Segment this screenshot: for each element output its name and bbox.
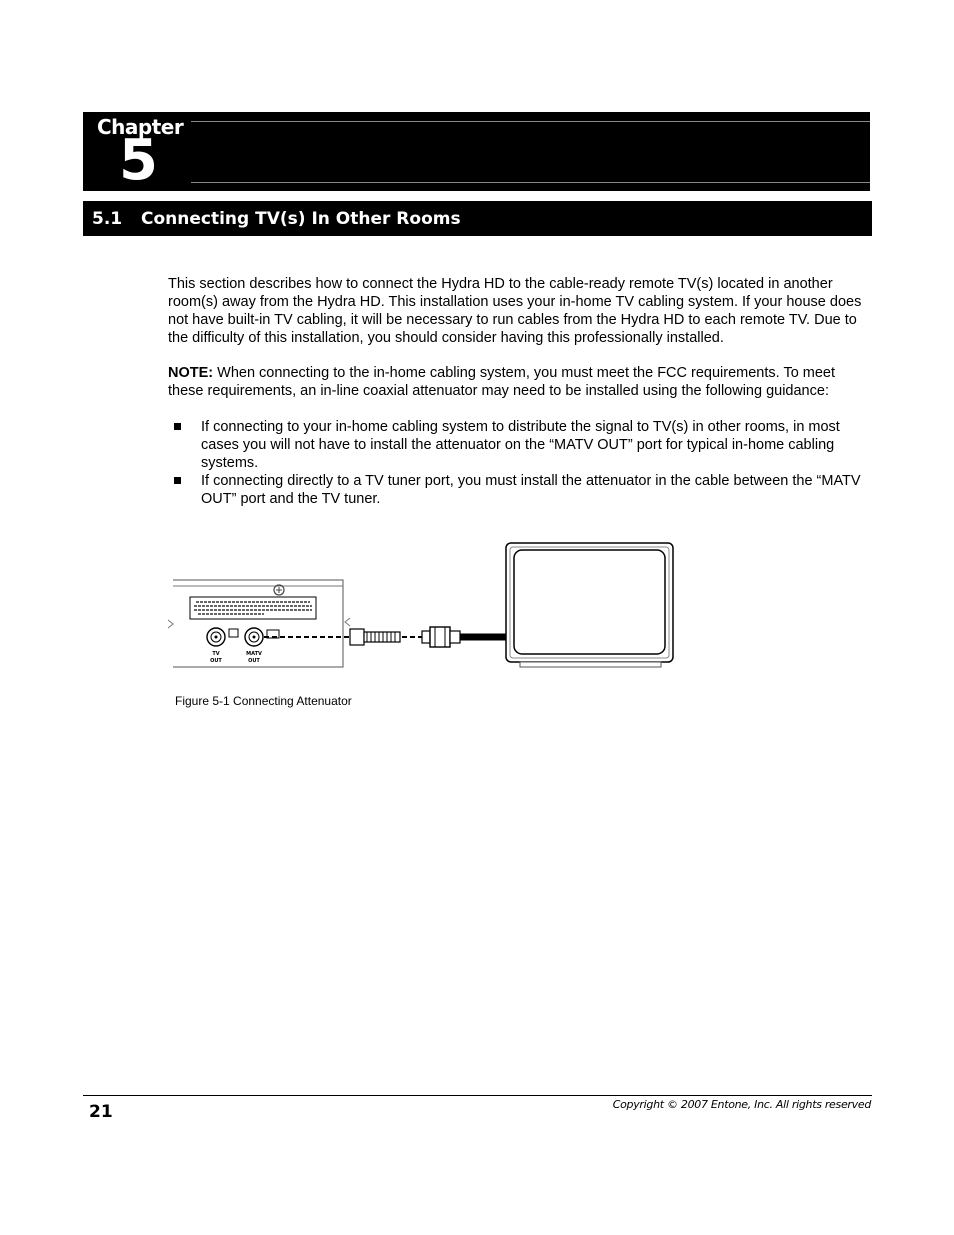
intro-paragraph: This section describes how to connect the Hydra HD to the cable-ready remote TV(s) located in another room(s) away from the Hydra HD. This installation uses your in-home TV cabling system. If your house does not have built-in TV cabling, it will be necessary to run cables from the Hydra HD to each remote TV. Due to the difficulty of this installation, you should consider having this professionally installed.: [168, 276, 862, 346]
note-text: When connecting to the in-home cabling system, you must meet the FCC requirements. To meet these requirements, an in-line coaxial attenuator may need to be installed using the following guidance:: [168, 365, 836, 399]
section-heading: [83, 201, 872, 236]
matv-out-label-b: OUT: [248, 658, 260, 664]
list-item: [168, 472, 862, 508]
tv-icon: [506, 543, 673, 667]
chapter-banner: [83, 112, 870, 191]
bullet-square-icon: [174, 423, 181, 430]
attenuator-diagram: [168, 540, 678, 670]
section-title: Connecting TV(s) In Other Rooms: [141, 208, 461, 229]
device-back-panel: [168, 580, 350, 667]
chapter-rule-bottom: [191, 182, 870, 183]
chapter-word: Chapter: [97, 115, 184, 139]
coax-connector-icon: [422, 627, 460, 647]
bullet-text: If connecting to your in-home cabling system to distribute the signal to TV(s) in other rooms, in most cases you will not have to install the attenuator on the “MATV OUT” port for typical in-home cabling systems.: [201, 419, 840, 471]
chapter-rule-top: [191, 121, 870, 122]
bullet-text: If connecting directly to a TV tuner port, you must install the attenuator in the cable between the “MATV OUT” port and the TV tuner.: [201, 473, 861, 507]
note-label: NOTE:: [168, 365, 214, 381]
tv-out-label-b: OUT: [210, 658, 222, 664]
list-item: [168, 418, 862, 472]
figure-caption: Figure 5-1 Connecting Attenuator: [175, 694, 352, 708]
page-number: 21: [89, 1102, 113, 1122]
fcc-label: [190, 597, 316, 619]
tv-out-label-a: TV: [212, 651, 220, 657]
section-number: 5.1: [92, 208, 123, 229]
guidance-list: [168, 418, 862, 508]
footer-rule: [83, 1095, 872, 1096]
tv-out-icon: [229, 629, 238, 637]
copyright-notice: Copyright © 2007 Entone, Inc. All rights reserved: [612, 1098, 871, 1111]
chapter-number: 5: [119, 128, 158, 193]
attenuator-icon: [350, 629, 400, 645]
bullet-square-icon: [174, 477, 181, 484]
matv-out-label-a: MATV: [246, 651, 262, 657]
note-paragraph: [168, 364, 862, 400]
